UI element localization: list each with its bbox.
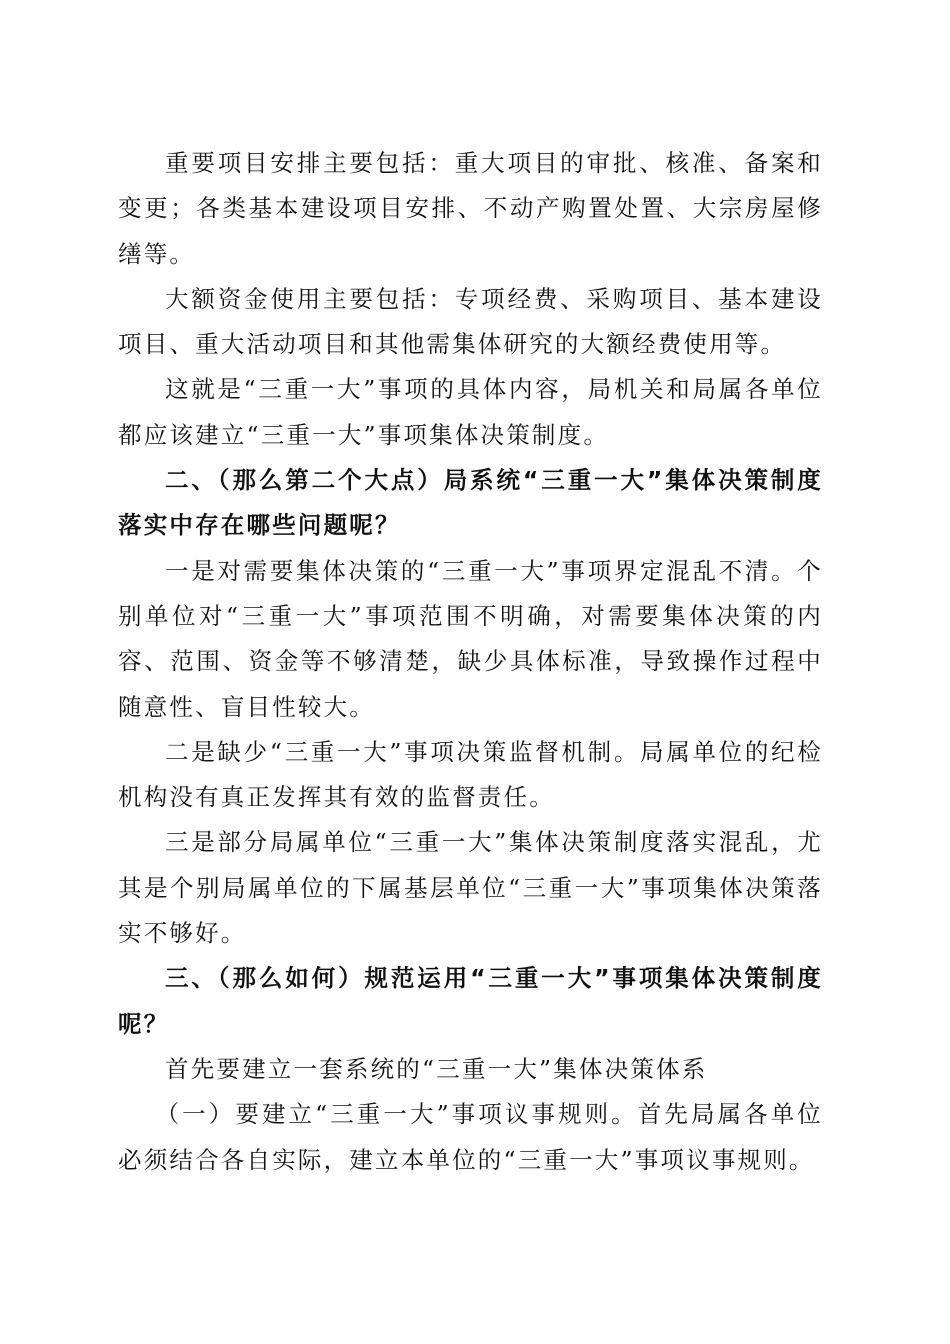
paragraph-problem-two: 二是缺少“三重一大”事项决策监督机制。局属单位的纪检机构没有真正发挥其有效的监督责任。 [118,737,823,812]
paragraph-rule-one: （一）要建立“三重一大”事项议事规则。首先局属各单位必须结合各自实际，建立本单位的“三重一大”事项议事规则。 [118,1100,823,1174]
paragraph-problem-three: 三是部分局属单位“三重一大”集体决策制度落实混乱，尤其是个别局属单位的下属基层单位“三重一大”事项集体决策落实不够好。 [118,828,823,948]
paragraph-summary: 这就是“三重一大”事项的具体内容，局机关和局属各单位都应该建立“三重一大”事项集体决策制度。 [118,375,823,449]
paragraph-large-funds: 大额资金使用主要包括：专项经费、采购项目、基本建设项目、重大活动项目和其他需集体研究的大额经费使用等。 [118,284,823,359]
paragraph-first-step: 首先要建立一套系统的“三重一大”集体决策体系 [165,1054,708,1083]
paragraph-problem-one: 一是对需要集体决策的“三重一大”事项界定混乱不清。个别单位对“三重一大”事项范围不明确，对需要集体决策的内容、范围、资金等不够清楚，缺少具体标准，导致操作过程中随意性、盲目性较大。 [118,556,823,721]
document-body [118,141,823,1183]
paragraph-major-projects: 重要项目安排主要包括：重大项目的审批、核准、备案和变更；各类基本建设项目安排、不动产购置处置、大宗房屋修缮等。 [118,149,823,268]
section-heading-three: 三、（那么如何）规范运用“三重一大”事项集体决策制度呢？ [118,964,823,1038]
section-heading-two: 二、（那么第二个大点）局系统“三重一大”集体决策制度落实中存在哪些问题呢？ [118,466,823,540]
